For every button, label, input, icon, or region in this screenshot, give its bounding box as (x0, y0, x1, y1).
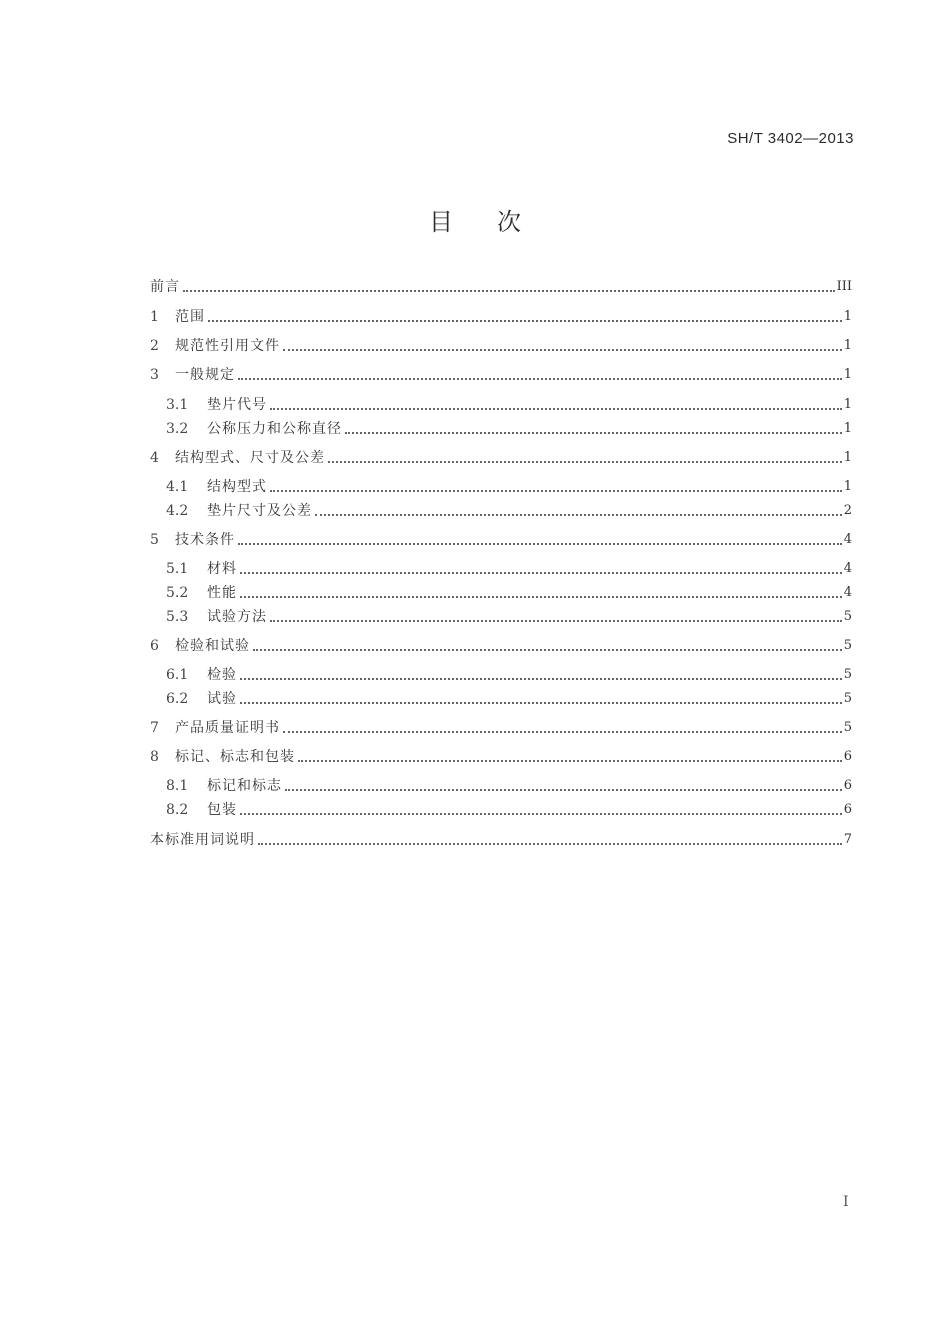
page-folio: I (843, 1194, 849, 1210)
toc-dot-leader (240, 813, 842, 815)
toc-entry-label: 检验和试验 (175, 638, 250, 654)
toc-entry-page: 7 (843, 832, 852, 847)
toc-entry-label: 范围 (175, 309, 205, 325)
toc-entry-page: 6 (843, 802, 852, 817)
toc-dot-leader (238, 378, 842, 380)
toc-entry-number: 8.2 (166, 802, 189, 818)
toc-entry[interactable] (166, 578, 852, 602)
toc-entry-number: 5.2 (166, 585, 189, 601)
toc-entry-page: 4 (843, 585, 852, 600)
toc-entry-label: 规范性引用文件 (175, 338, 280, 354)
toc-dot-leader (270, 408, 842, 410)
toc-dot-leader (298, 760, 842, 762)
toc-entry-label: 结构型式 (207, 479, 267, 495)
toc-entry-label: 标记、标志和包装 (175, 749, 295, 765)
toc-entry-label: 包装 (207, 802, 237, 818)
toc-entry-number: 4.2 (166, 503, 189, 519)
toc-entry-page: 1 (843, 450, 852, 465)
toc-entry[interactable] (166, 795, 852, 819)
toc-entry-page: 4 (843, 561, 852, 576)
toc-entry-number: 5.3 (166, 609, 189, 625)
toc-dot-leader (283, 349, 842, 351)
toc-entry-number: 6.2 (166, 691, 189, 707)
toc-entry[interactable] (166, 390, 852, 414)
toc-entry[interactable] (166, 472, 852, 496)
toc-entry[interactable] (150, 742, 852, 766)
toc-entry-label: 产品质量证明书 (175, 720, 280, 736)
toc-entry[interactable] (150, 713, 852, 737)
toc-entry-number: 7 (150, 720, 159, 736)
toc-entry-number: 4.1 (166, 479, 189, 495)
toc-dot-leader (315, 514, 842, 516)
toc-dot-leader (253, 649, 842, 651)
toc-entry-page: 1 (843, 367, 852, 382)
toc-entry-label: 一般规定 (175, 367, 235, 383)
toc-entry-label: 前言 (150, 279, 180, 295)
toc-entry-page: 5 (843, 638, 852, 653)
toc-entry[interactable] (150, 272, 852, 296)
toc-dot-leader (238, 543, 842, 545)
toc-dot-leader (328, 461, 842, 463)
toc-entry-label: 结构型式、尺寸及公差 (175, 450, 325, 466)
toc-entry[interactable] (150, 331, 852, 355)
toc-dot-leader (240, 572, 842, 574)
toc-entry-page: 1 (843, 479, 852, 494)
toc-entry[interactable] (166, 554, 852, 578)
toc-entry[interactable] (166, 771, 852, 795)
toc-entry-page: 6 (843, 778, 852, 793)
toc-entry-page: 4 (843, 532, 852, 547)
toc-entry[interactable] (150, 302, 852, 326)
toc-entry-label: 垫片代号 (207, 397, 267, 413)
toc-entry-page: 5 (843, 609, 852, 624)
toc-entry-page: 2 (843, 503, 852, 518)
toc-entry[interactable] (150, 443, 852, 467)
toc-entry[interactable] (150, 825, 852, 849)
toc-entry-page: 1 (843, 397, 852, 412)
toc-entry-number: 2 (150, 338, 159, 354)
toc-entry-page: 5 (843, 691, 852, 706)
toc-entry-number: 4 (150, 450, 159, 466)
toc-dot-leader (258, 843, 842, 845)
toc-dot-leader (283, 731, 842, 733)
toc-dot-leader (183, 290, 835, 292)
toc-entry-label: 材料 (207, 561, 237, 577)
toc-entry-label: 垫片尺寸及公差 (207, 503, 312, 519)
toc-entry-number: 6 (150, 638, 159, 654)
standard-number: SH/T 3402—2013 (727, 130, 854, 147)
toc-entry-label: 试验 (207, 691, 237, 707)
toc-entry[interactable] (166, 496, 852, 520)
toc-title (0, 202, 950, 237)
toc-dot-leader (270, 490, 842, 492)
toc-entry[interactable] (150, 631, 852, 655)
toc-entry[interactable] (150, 525, 852, 549)
toc-entry-page: III (836, 279, 852, 294)
toc-entry-number: 3.2 (166, 421, 189, 437)
toc-entry-number: 5.1 (166, 561, 189, 577)
toc-entry-label: 性能 (207, 585, 237, 601)
toc-entry-label: 标记和标志 (207, 778, 282, 794)
toc-entry-number: 8 (150, 749, 159, 765)
toc-dot-leader (240, 702, 842, 704)
toc-entry-number: 1 (150, 309, 159, 325)
toc-dot-leader (240, 678, 842, 680)
toc-dot-leader (270, 620, 842, 622)
toc-entry[interactable] (166, 602, 852, 626)
toc-entry-page: 1 (843, 421, 852, 436)
toc-entry-label: 本标准用词说明 (150, 832, 255, 848)
toc-entry-number: 8.1 (166, 778, 189, 794)
toc-entry-number: 3 (150, 367, 159, 383)
toc-dot-leader (240, 596, 842, 598)
toc-dot-leader (208, 320, 842, 322)
toc-entry[interactable] (166, 684, 852, 708)
toc-entry-page: 5 (843, 667, 852, 682)
toc-dot-leader (345, 432, 842, 434)
toc-entry-page: 1 (843, 309, 852, 324)
toc-entry-label: 检验 (207, 667, 237, 683)
toc-entry-page: 6 (843, 749, 852, 764)
toc-title-char: 目 (429, 208, 453, 236)
toc-entry-number: 3.1 (166, 397, 189, 413)
toc-entry-number: 6.1 (166, 667, 189, 683)
toc-entry-label: 试验方法 (207, 609, 267, 625)
toc-title-char: 次 (497, 208, 521, 236)
toc-entry-label: 公称压力和公称直径 (207, 421, 342, 437)
toc-entry-number: 5 (150, 532, 159, 548)
toc-entry-label: 技术条件 (175, 532, 235, 548)
toc-entry-page: 5 (843, 720, 852, 735)
toc-entry[interactable] (150, 360, 852, 384)
toc-entry-page: 1 (843, 338, 852, 353)
toc-entry[interactable] (166, 414, 852, 438)
toc-dot-leader (285, 789, 842, 791)
toc-entry[interactable] (166, 660, 852, 684)
